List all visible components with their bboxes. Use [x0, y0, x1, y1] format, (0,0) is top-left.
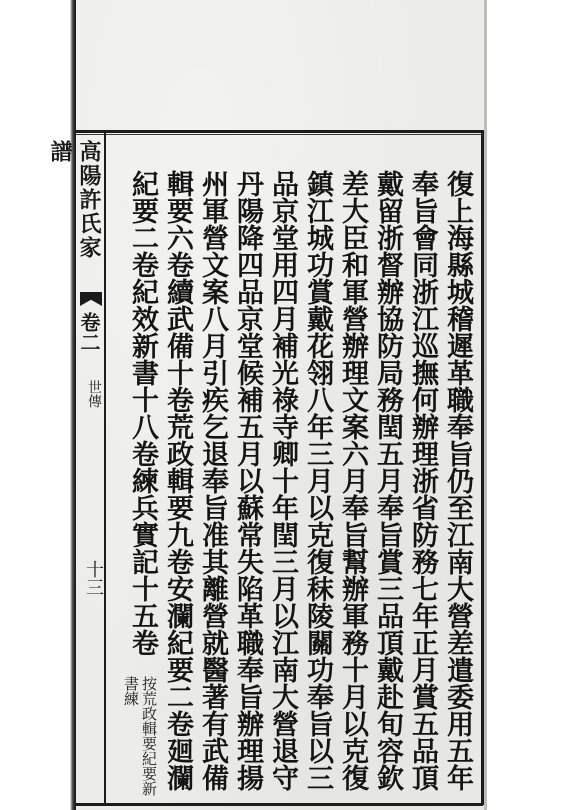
annotation-note	[122, 676, 158, 801]
text-column-4: 差大臣和軍營辦理文案六月奉旨幫辦軍務十月以克復	[337, 170, 368, 791]
frame-bottom-border	[76, 803, 483, 806]
text-column-6: 品京堂用四月補光祿寺卿十年閏三月以江南大營退守	[267, 170, 298, 791]
text-column-1: 復上海縣城稽遲革職奉旨仍至江南大營差遣委用五年	[442, 170, 473, 791]
gutter-page-number: 十三	[83, 560, 104, 596]
text-column-9: 輯要六卷續武備十卷荒政輯要九卷安瀾紀要二卷廻瀾	[162, 170, 193, 791]
frame-top-inner-border	[76, 134, 483, 135]
text-column-7: 丹陽降四品京堂候補五月以蘇常失陷革職奉旨辦理揚	[232, 170, 263, 791]
text-column-2: 奉旨會同浙江巡撫何辦理浙省防務七年正月賞五品頂	[407, 170, 438, 791]
frame-right-border	[481, 130, 484, 805]
gutter-title: 高陽許氏家譜	[47, 140, 102, 260]
annotation-line-1: 按荒政輯要	[140, 676, 158, 751]
text-column-8: 州軍營文案八月引疾乞退奉旨准其離營就醫著有武備	[197, 170, 228, 791]
annotation-line-2: 紀要新書練	[122, 676, 158, 796]
scan-edge	[0, 0, 76, 810]
gutter-volume: 卷二	[77, 312, 101, 352]
text-column-5: 鎮江城功賞戴花翎八年三月以克復秣陵關功奉旨以三	[302, 170, 333, 791]
text-column-10: 紀要二卷紀效新書十八卷練兵實記十五卷	[127, 170, 158, 656]
gutter-section: 世傳	[86, 380, 102, 408]
gutter-divider	[104, 133, 106, 805]
paper-edge	[484, 0, 487, 810]
text-column-3: 戴留浙督辦協防局務閏五月奉旨賞三品頂戴赴旬容欽	[372, 170, 403, 791]
frame-top-border	[76, 130, 483, 133]
